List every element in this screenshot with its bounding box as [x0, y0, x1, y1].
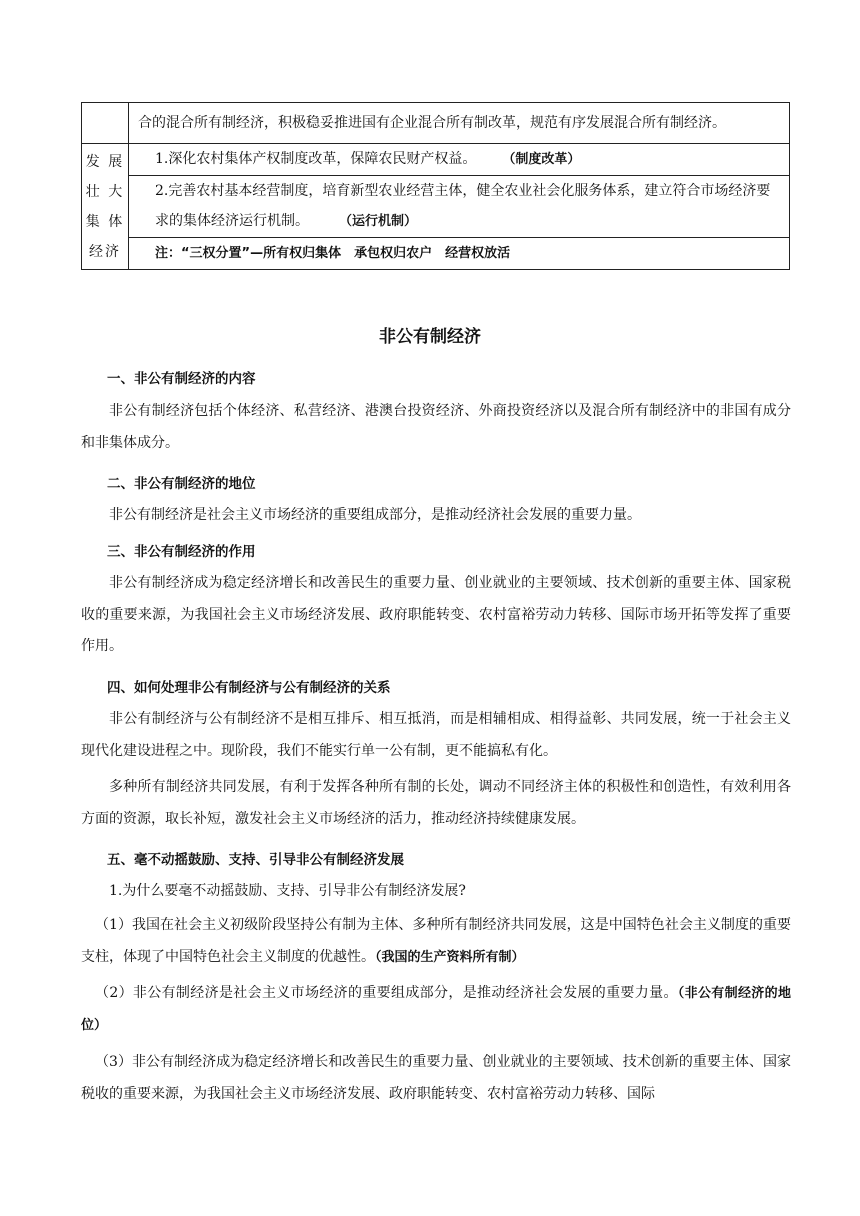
item-text: 1.深化农村集体产权制度改革，保障农民财产权益。 — [155, 151, 477, 167]
table-cell — [129, 238, 790, 270]
table-row — [82, 144, 790, 176]
row-label-line: 集 体 — [85, 213, 125, 230]
table-row — [82, 176, 790, 238]
row-label-line: 发 展 — [85, 153, 125, 170]
question: 1.为什么要毫不动摇鼓励、支持、引导非公有制经济发展? — [109, 883, 466, 899]
row-label-line: 经济 — [89, 243, 121, 260]
collective-economy-table — [81, 102, 790, 270]
list-item — [81, 1047, 791, 1110]
table-cell — [129, 176, 790, 238]
table-cell — [129, 103, 790, 144]
item-text: 2.完善农村基本经营制度，培育新型农业经营主体，健全农业社会化服务体系，建立符合市场经济要求的集体经济运行机制。 — [155, 183, 771, 229]
page-title: 非公有制经济 — [379, 327, 481, 347]
section-heading: 一、非公有制经济的内容 — [107, 371, 256, 387]
paragraph: 非公有制经济与公有制经济不是相互排斥、相互抵消，而是相辅相成、相得益彰、共同发展，统一于社会主义现代化建设进程之中。现阶段，我们不能实行单一公有制，更不能搞私有化。 — [81, 711, 791, 759]
section-heading: 五、毫不动摇鼓励、支持、引导非公有制经济发展 — [107, 852, 404, 868]
section-heading: 三、非公有制经济的作用 — [107, 544, 256, 560]
list-item-note: （我国的生产资料所有制） — [375, 949, 525, 965]
item-note: （运行机制） — [339, 214, 418, 229]
table-note: 注：“三权分置”—所有权归集体 承包权归农户 经营权放活 — [155, 246, 511, 261]
table-row — [82, 103, 790, 144]
list-item-text: （2）非公有制经济是社会主义市场经济的重要组成部分，是推动经济社会发展的重要力量。 — [95, 985, 678, 1001]
table-cell — [129, 144, 790, 176]
list-item-text: （1）我国在社会主义初级阶段坚持公有制为主体、多种所有制经济共同发展，这是中国特色社会主义制度的重要支柱，体现了中国特色社会主义制度的优越性。 — [81, 917, 791, 965]
row-label-cell — [82, 144, 129, 270]
paragraph: 多种所有制经济共同发展，有利于发挥各种所有制的长处，调动不同经济主体的积极性和创造性，有效利用各方面的资源，取长补短，激发社会主义市场经济的活力，推动经济持续健康发展。 — [81, 779, 791, 827]
section-heading: 四、如何处理非公有制经济与公有制经济的关系 — [107, 680, 391, 696]
paragraph: 非公有制经济是社会主义市场经济的重要组成部分，是推动经济社会发展的重要力量。 — [109, 507, 641, 523]
list-item — [81, 978, 791, 1041]
table-cell-empty — [82, 103, 129, 144]
table-row — [82, 238, 790, 270]
paragraph: 非公有制经济包括个体经济、私营经济、港澳台投资经济、外商投资经济以及混合所有制经济中的非国有成分和非集体成分。 — [81, 403, 791, 451]
row-label-line: 壮 大 — [85, 183, 125, 200]
section-heading: 二、非公有制经济的地位 — [107, 476, 256, 492]
item-note: （制度改革） — [502, 152, 581, 167]
table-text: 合的混合所有制经济，积极稳妥推进国有企业混合所有制改革，规范有序发展混合所有制经济。 — [138, 115, 726, 131]
list-item-note: （非公有制经济的地位） — [81, 986, 791, 1033]
list-item-text: （3）非公有制经济成为稳定经济增长和改善民生的重要力量、创业就业的主要领域、技术创新的重要主体、国家税收的重要来源，为我国社会主义市场经济发展、政府职能转变、农村富裕劳动力转移、国际 — [81, 1054, 791, 1102]
paragraph: 非公有制经济成为稳定经济增长和改善民生的重要力量、创业就业的主要领域、技术创新的重要主体、国家税收的重要来源，为我国社会主义市场经济发展、政府职能转变、农村富裕劳动力转移、国际市场开拓等发挥了重要作用。 — [81, 575, 791, 654]
list-item — [81, 910, 791, 973]
